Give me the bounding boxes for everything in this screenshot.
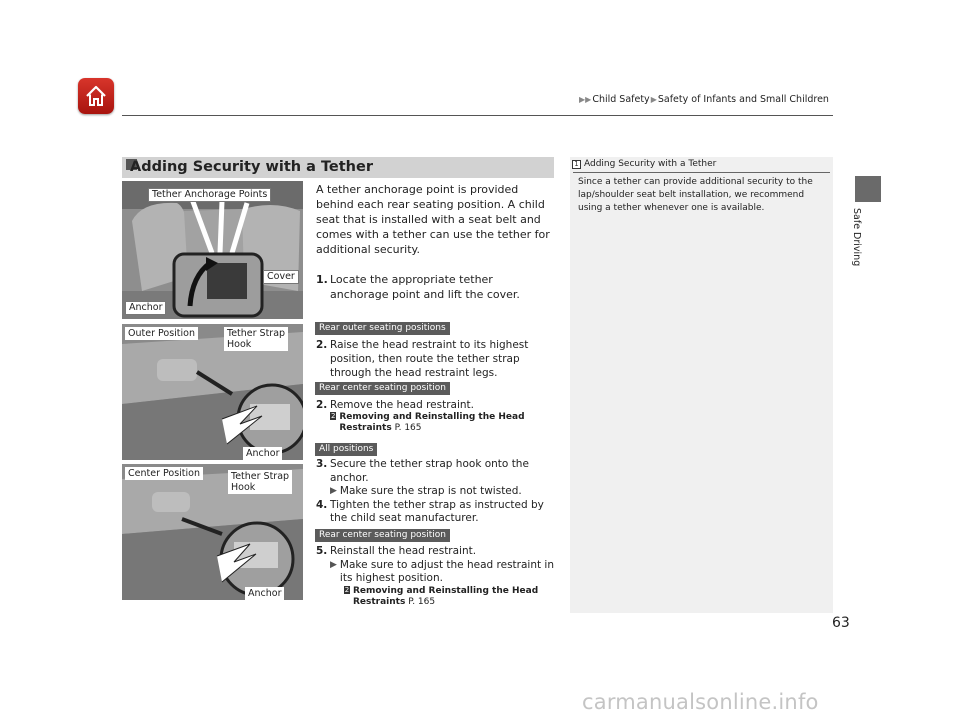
steps-3-4 xyxy=(316,458,554,526)
breadcrumb-arrow-icon: ▶▶ xyxy=(579,95,592,104)
section-heading xyxy=(122,157,554,178)
note-icon: 1 xyxy=(572,160,581,169)
section-tab[interactable] xyxy=(855,176,881,202)
step-3-number: 3. xyxy=(316,458,328,470)
callout-anchorage-points: Tether Anchorage Points xyxy=(148,188,271,202)
step-5-text: Reinstall the head restraint. xyxy=(330,545,477,557)
page-number: 63 xyxy=(832,615,850,631)
arrow-icon: ▶ xyxy=(330,486,337,496)
step-2a-text: Raise the head restraint to its highest position, then route the tether strap through the head restraint legs. xyxy=(330,339,529,379)
step-5 xyxy=(316,545,554,608)
callout-cover: Cover xyxy=(263,270,299,284)
step-5-ref-title[interactable]: Removing and Reinstalling the Head Restraints xyxy=(352,585,539,607)
step-2b-reference[interactable] xyxy=(330,412,554,434)
step-5-ref-page[interactable]: P. 165 xyxy=(408,596,436,607)
tag-rear-center-1: Rear center seating position xyxy=(315,382,450,395)
home-icon xyxy=(84,84,108,108)
step-4-number: 4. xyxy=(316,498,328,511)
step-2a xyxy=(316,338,548,380)
breadcrumb-item-safety-infants[interactable]: Safety of Infants and Small Children xyxy=(657,94,829,105)
figure-outer-position xyxy=(122,324,303,460)
home-button[interactable] xyxy=(78,78,114,114)
step-1-number: 1. xyxy=(316,273,328,286)
note-title: Adding Security with a Tether xyxy=(584,159,717,169)
step-1-text: Locate the appropriate tether anchorage point and lift the cover. xyxy=(330,273,520,301)
step-2b xyxy=(316,398,554,434)
tag-rear-outer: Rear outer seating positions xyxy=(315,322,450,335)
tag-all-positions: All positions xyxy=(315,443,377,456)
step-5-reference[interactable] xyxy=(344,586,554,608)
callout-center-anchor: Anchor xyxy=(245,587,284,600)
step-2a-number: 2. xyxy=(316,339,328,351)
figure-anchorage-points xyxy=(122,181,303,319)
step-2b-ref-page[interactable]: P. 165 xyxy=(394,423,422,433)
note-box xyxy=(570,157,833,613)
step-5-sub: Make sure to adjust the head restraint in its highest position. xyxy=(339,558,555,584)
callout-outer-anchor: Anchor xyxy=(243,447,282,460)
step-3-sub: Make sure the strap is not twisted. xyxy=(339,485,522,497)
intro-paragraph: A tether anchorage point is provided behind each rear seating position. A child seat that is installed with a seat belt and comes with a tether can use the tether for additional security. xyxy=(316,183,550,256)
section-tab-label-wrap xyxy=(848,208,864,288)
note-title-wrap xyxy=(572,159,716,169)
step-2b-text: Remove the head restraint. xyxy=(330,399,474,411)
step-2b-ref-title[interactable]: Removing and Reinstalling the Head Restraints xyxy=(339,412,525,433)
callout-center-hook: Tether Strap Hook xyxy=(228,470,292,494)
breadcrumb xyxy=(578,94,829,105)
breadcrumb-item-child-safety[interactable]: Child Safety xyxy=(592,94,650,105)
arrow-icon: ▶ xyxy=(330,559,337,570)
step-4-text: Tighten the tether strap as instructed by the child seat manufacturer. xyxy=(330,498,544,524)
step-1 xyxy=(316,272,554,302)
step-2b-number: 2. xyxy=(316,399,328,411)
section-title: Adding Security with a Tether xyxy=(130,159,373,175)
reference-icon: 2 xyxy=(330,412,336,420)
callout-center-position: Center Position xyxy=(125,467,203,480)
breadcrumb-arrow-icon: ▶ xyxy=(650,95,657,104)
watermark: carmanualsonline.info xyxy=(582,690,819,714)
header-rule xyxy=(122,115,833,116)
note-rule xyxy=(573,172,830,173)
step-5-number: 5. xyxy=(316,545,328,557)
note-text: Since a tether can provide additional security to the lap/shoulder seat belt installation, we recommend using a tether whenever one is available. xyxy=(578,177,813,213)
reference-icon: 2 xyxy=(344,585,350,594)
callout-outer-hook: Tether Strap Hook xyxy=(224,327,288,351)
tag-rear-center-2: Rear center seating position xyxy=(315,529,450,542)
figure-center-position xyxy=(122,464,303,600)
callout-anchor: Anchor xyxy=(125,301,166,315)
callout-outer-position: Outer Position xyxy=(125,327,198,340)
section-tab-label: Safe Driving xyxy=(851,208,862,267)
step-3-text: Secure the tether strap hook onto the anchor. xyxy=(330,458,529,484)
